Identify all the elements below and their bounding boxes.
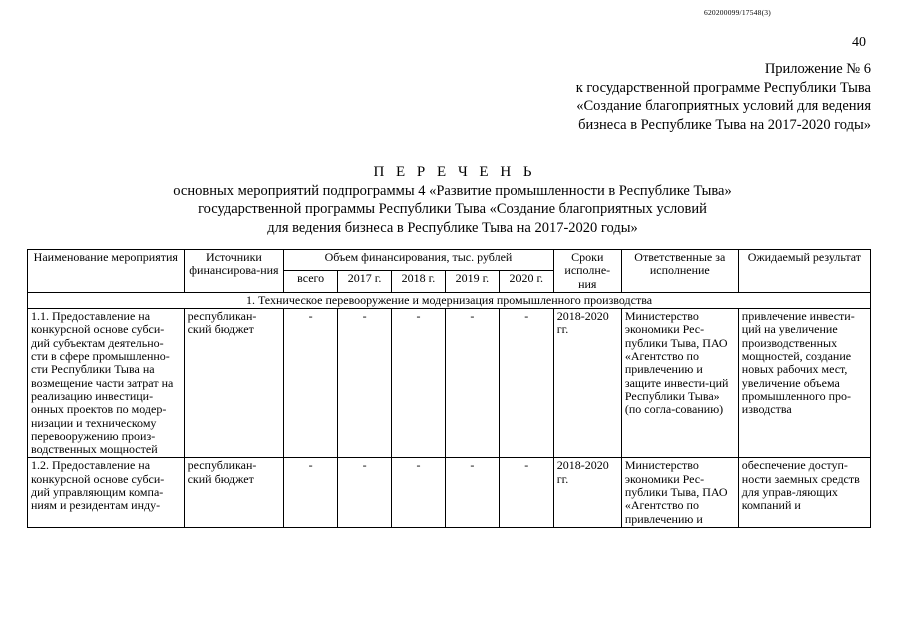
header-term: Сроки исполне-ния [553,250,621,293]
cell-term: 2018-2020 гг. [553,458,621,527]
title-line-3: для ведения бизнеса в Республике Тыва на 2017-2020 годы» [267,219,638,236]
table-header-row [28,250,871,271]
header-responsible: Ответственные за исполнение [621,250,738,293]
title-line-2: государственной программы Республики Тыва «Создание благоприятных условий [198,201,707,217]
cell-2017: - [338,458,392,527]
cell-total: - [284,458,338,527]
page-number: 40 [852,35,866,50]
cell-2020: - [499,309,553,458]
title-line-1: основных мероприятий подпрограммы 4 «Развитие промышленности в Республике Тыва» [173,182,732,199]
table-row [28,309,871,458]
cell-2019: - [445,458,499,527]
header-source: Источники финансирова-ния [184,250,284,293]
cell-2019: - [445,309,499,458]
cell-responsible: Министерство экономики Рес-публики Тыва, ПАО «Агентство по привлечению и защите инвести-ций Республики Тыва» (по согла-сованию) [621,309,738,458]
section-row [28,292,871,308]
header-result: Ожидаемый результат [738,250,870,293]
header-2019: 2019 г. [445,271,499,292]
cell-2020: - [499,458,553,527]
appendix-line-1: Приложение № 6 [764,61,871,77]
appendix-header [451,60,871,134]
cell-2017: - [338,309,392,458]
measures-table [27,249,871,528]
cell-total: - [284,309,338,458]
cell-responsible: Министерство экономики Рес-публики Тыва, ПАО «Агентство по привлечению и [621,458,738,527]
cell-name: 1.1. Предоставление на конкурсной основе субси-дий субъектам деятельно-сти в сфере промышленно-сти Республики Тыва на возмещение части затрат на реализацию инвестици-онных проектов по модер-низации и техническому перевооружению произ-водственных мощностей [28,309,185,458]
cell-term: 2018-2020 гг. [553,309,621,458]
header-total: всего [284,271,338,292]
cell-source: республикан-ский бюджет [184,309,284,458]
cell-result: обеспечение доступ-ности заемных средств для управ-ляющих компаний и [738,458,870,527]
section-title: 1. Техническое перевооружение и модернизация промышленного производства [28,292,871,308]
cell-2018: - [392,458,446,527]
appendix-line-4: бизнеса в Республике Тыва на 2017-2020 годы» [578,116,871,133]
header-volume: Объем финансирования, тыс. рублей [284,250,553,271]
title-heading: П Е Р Е Ч Е Н Ь [373,164,536,180]
header-2017: 2017 г. [338,271,392,292]
table-row [28,458,871,527]
header-2018: 2018 г. [392,271,446,292]
cell-name: 1.2. Предоставление на конкурсной основе субси-дий управляющим компа-ниям и резидентам инду- [28,458,185,527]
cell-result: привлечение инвести-ций на увеличение производственных мощностей, создание новых рабочих мест, увеличение объема промышленного про-изводства [738,309,870,458]
cell-source: республикан-ский бюджет [184,458,284,527]
header-2020: 2020 г. [499,271,553,292]
document-title [0,163,905,237]
header-name: Наименование мероприятия [28,250,185,293]
cell-2018: - [392,309,446,458]
appendix-line-2: к государственной программе Республики Тыва [575,79,871,96]
document-code: 620200099/17548(3) [704,8,771,17]
appendix-line-3: «Создание благоприятных условий для ведения [576,98,871,114]
